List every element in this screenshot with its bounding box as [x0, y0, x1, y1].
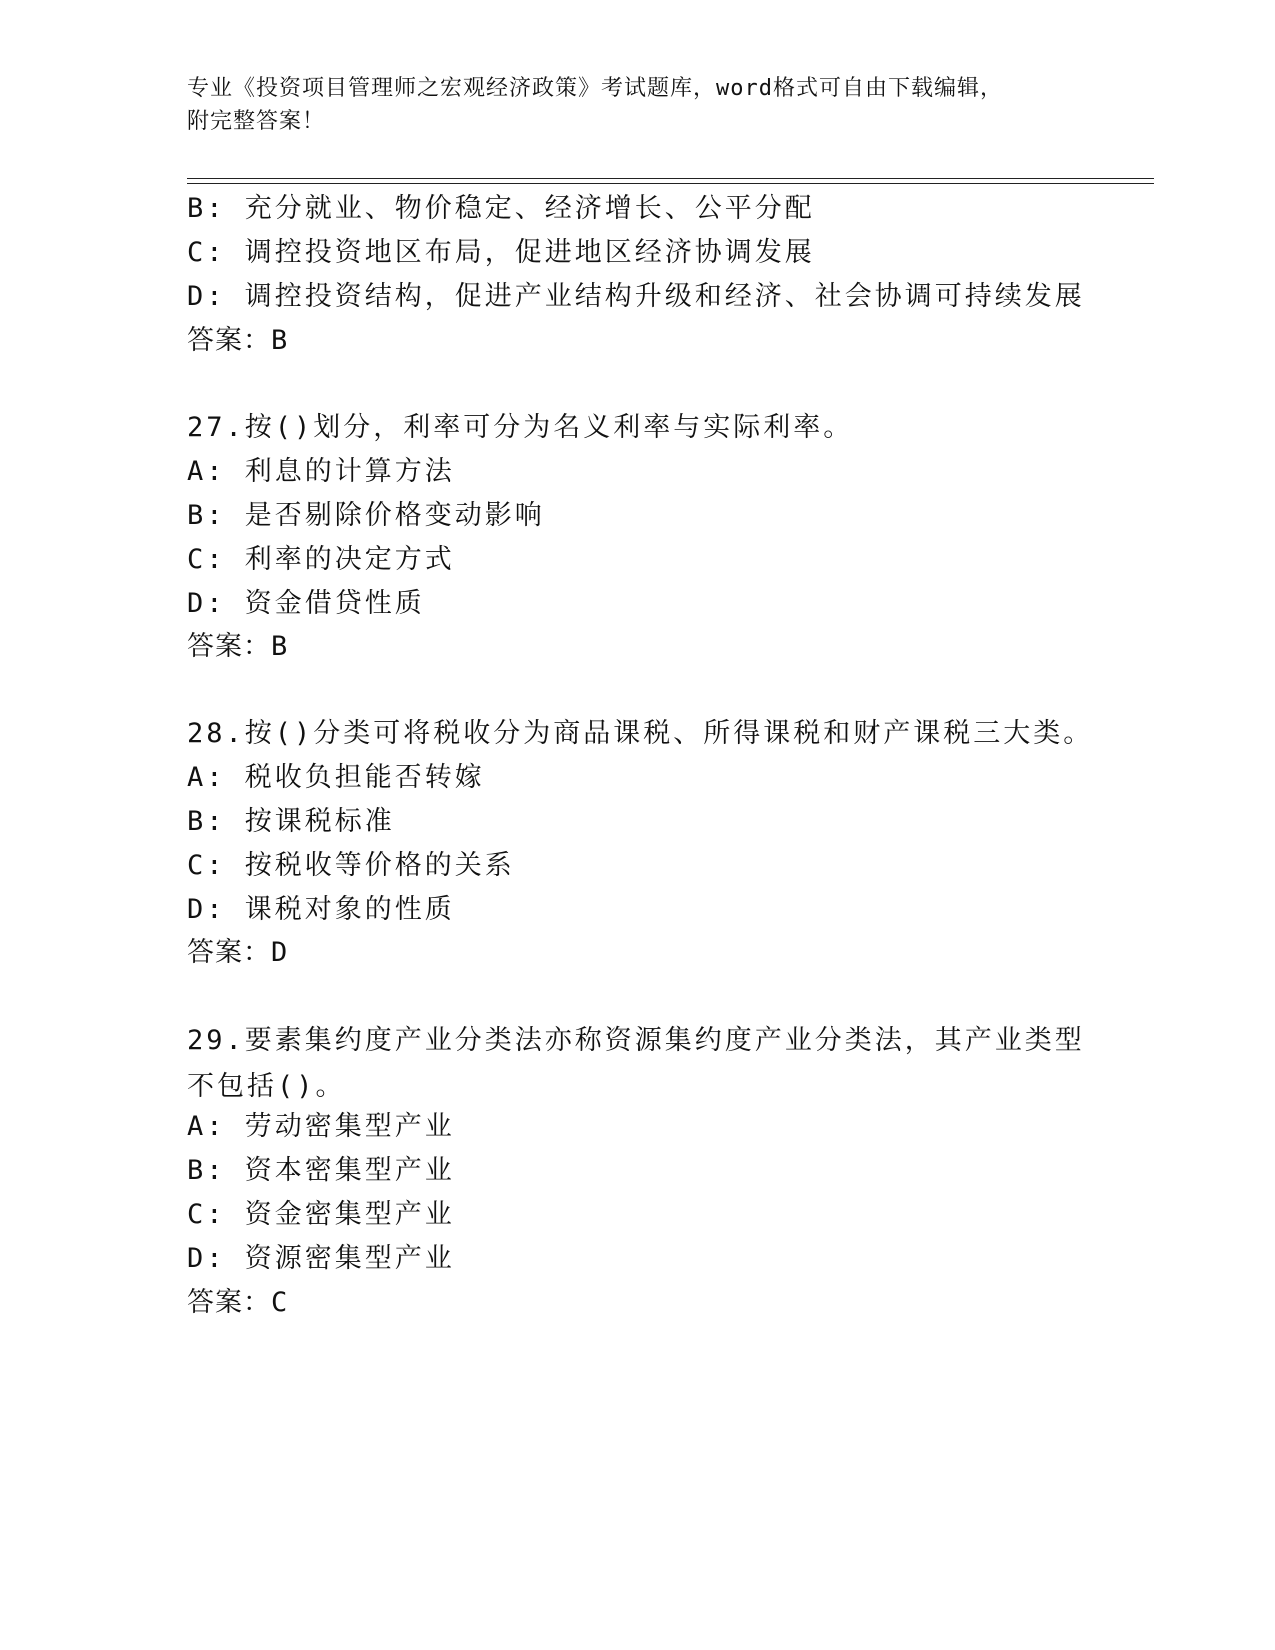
header-line-1: 专业《投资项目管理师之宏观经济政策》考试题库，word格式可自由下载编辑，	[187, 76, 1003, 101]
q27-question: 27.按()划分，利率可分为名义利率与实际利率。	[187, 412, 854, 443]
answer-label: 答案：	[187, 937, 271, 968]
document-header	[187, 72, 1087, 138]
header-line-2: 附完整答案！	[187, 109, 326, 134]
answer-value: B	[271, 325, 289, 356]
q29-option-d: D: 资源密集型产业	[187, 1243, 455, 1274]
q26-answer	[187, 323, 288, 359]
q29-question: 29.要素集约度产业分类法亦称资源集约度产业分类法，其产业类型不包括()。	[187, 1025, 1085, 1102]
answer-value: B	[271, 631, 289, 662]
q26-option-b: B: 充分就业、物价稳定、经济增长、公平分配	[187, 193, 815, 224]
q27-option-c: C: 利率的决定方式	[187, 544, 455, 575]
q26-option-c: C: 调控投资地区布局，促进地区经济协调发展	[187, 237, 815, 268]
q29-option-b: B: 资本密集型产业	[187, 1155, 455, 1186]
answer-label: 答案：	[187, 325, 271, 356]
answer-value: C	[271, 1287, 289, 1318]
q27-option-d: D: 资金借贷性质	[187, 588, 425, 619]
answer-label: 答案：	[187, 631, 271, 662]
q28-option-d: D: 课税对象的性质	[187, 894, 455, 925]
header-divider-top	[187, 178, 1154, 179]
q28-option-a: A: 税收负担能否转嫁	[187, 762, 485, 793]
q27-option-a: A: 利息的计算方法	[187, 456, 455, 487]
q28-option-b: B: 按课税标准	[187, 806, 395, 837]
q26-option-d: D: 调控投资结构，促进产业结构升级和经济、社会协调可持续发展	[187, 281, 1085, 312]
q28-question: 28.按()分类可将税收分为商品课税、所得课税和财产课税三大类。	[187, 718, 1094, 749]
q27-option-b: B: 是否剔除价格变动影响	[187, 500, 545, 531]
answer-label: 答案：	[187, 1287, 271, 1318]
q28-answer	[187, 935, 288, 971]
q29-option-a: A: 劳动密集型产业	[187, 1111, 455, 1142]
answer-value: D	[271, 937, 289, 968]
q29-option-c: C: 资金密集型产业	[187, 1199, 455, 1230]
q29-answer	[187, 1285, 288, 1321]
q28-option-c: C: 按税收等价格的关系	[187, 850, 515, 881]
q27-answer	[187, 629, 288, 665]
header-divider-bottom	[187, 183, 1154, 184]
